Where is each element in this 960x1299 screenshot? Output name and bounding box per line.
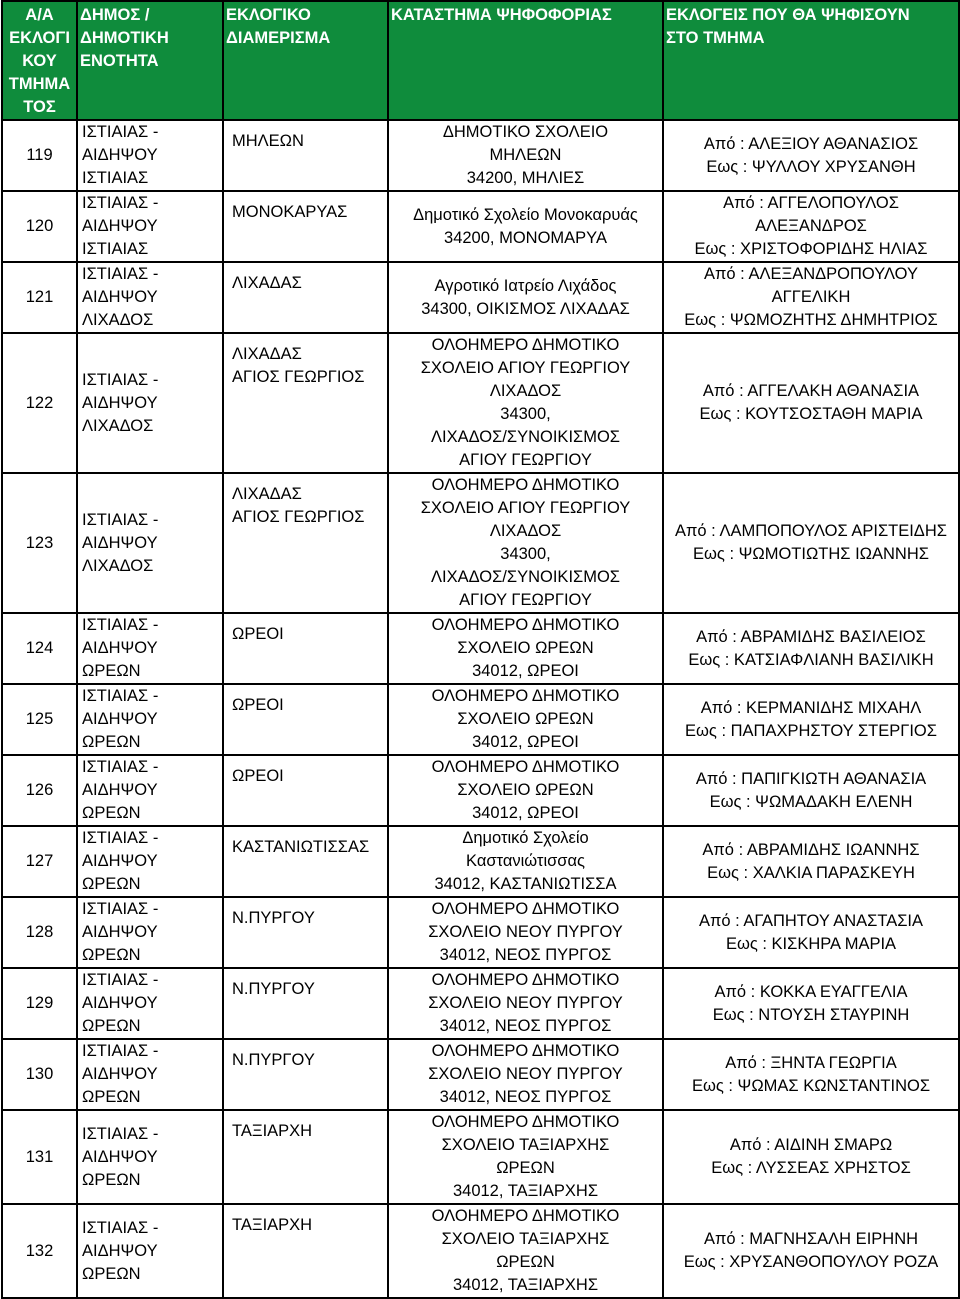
cell-line: Εως : ΧΡΙΣΤΟΦΟΡΙΔΗΣ ΗΛΙΑΣ [694, 240, 928, 258]
cell-line: ΙΣΤΙΑΙΑΣ - [82, 687, 159, 705]
cell-polling-station [388, 968, 663, 1039]
cell-polling-station [388, 1039, 663, 1110]
cell-line: ΛΙΧΑΔΟΣ/ΣΥΝΟΙΚΙΣΜΟΣ [430, 568, 621, 586]
cell-serial-number: 127 [2, 826, 77, 897]
cell-polling-station [388, 191, 663, 262]
cell-voters [663, 1204, 959, 1298]
cell-line: ΑΓΙΟΥ ΓΕΩΡΓΙΟΥ [459, 591, 592, 609]
table-row [2, 968, 959, 1039]
header-line: ΔΗΜΟΣ / [80, 6, 150, 24]
table-row [2, 191, 959, 262]
cell-line: ΙΣΤΙΑΙΑΣ - [82, 900, 159, 918]
cell-electoral-district [223, 613, 388, 684]
cell-line: ΩΡΕΩΝ [82, 1264, 141, 1283]
cell-line: 34300, ΟΙΚΙΣΜΟΣ ΛΙΧΑΔΑΣ [421, 299, 630, 318]
cell-electoral-district [223, 120, 388, 191]
header-line: ΤΜΗΜΑ [8, 75, 71, 93]
header-voters [663, 1, 959, 120]
cell-voters [663, 968, 959, 1039]
cell-line: ΟΛΟΗΜΕΡΟ ΔΗΜΟΤΙΚΟ [431, 1042, 620, 1060]
cell-voters [663, 826, 959, 897]
cell-line: ΑΙΔΗΨΟΥ [82, 1147, 158, 1166]
cell-line: ΣΧΟΛΕΙΟ ΤΑΞΙΑΡΧΗΣ [441, 1230, 610, 1248]
cell-line: ΜΗΛΕΩΝ [232, 132, 304, 150]
cell-line: ΜΟΝΟΚΑΡΥΑΣ [232, 203, 348, 221]
cell-electoral-district [223, 968, 388, 1039]
cell-polling-station [388, 613, 663, 684]
cell-line: ΑΙΔΗΨΟΥ [82, 1065, 158, 1083]
cell-voters [663, 120, 959, 191]
header-line: ΔΙΑΜΕΡΙΣΜΑ [226, 29, 331, 47]
table-row [2, 897, 959, 968]
cell-serial-number: 122 [2, 333, 77, 473]
cell-line: 34012, ΩΡΕΟΙ [472, 733, 579, 751]
header-line: ΣΤΟ ΤΜΗΜΑ [666, 29, 765, 47]
cell-line: Από : ΚΟΚΚΑ ΕΥΑΓΓΕΛΙΑ [714, 982, 908, 1001]
cell-line: ΩΡΕΩΝ [82, 875, 141, 893]
cell-municipality [77, 262, 223, 333]
cell-line: ΩΡΕΩΝ [82, 1088, 141, 1106]
cell-line: ΛΙΧΑΔΟΣ [82, 556, 154, 575]
cell-line: ΛΙΧΑΔΟΣ [82, 416, 154, 435]
cell-line: ΩΡΕΩΝ [82, 946, 141, 964]
cell-line: Από : ΑΓΑΠΗΤΟΥ ΑΝΑΣΤΑΣΙΑ [698, 911, 924, 930]
cell-voters [663, 262, 959, 333]
cell-electoral-district [223, 755, 388, 826]
cell-line: Ν.ΠΥΡΓΟΥ [232, 1051, 315, 1069]
cell-line: ΑΛΕΞΑΝΔΡΟΣ [755, 217, 867, 235]
cell-line: ΙΣΤΙΑΙΑΣ - [82, 1124, 159, 1143]
cell-line: ΑΓΙΟΣ ΓΕΩΡΓΙΟΣ [232, 508, 365, 526]
cell-electoral-district [223, 262, 388, 333]
cell-line: ΟΛΟΗΜΕΡΟ ΔΗΜΟΤΙΚΟ [431, 1207, 620, 1225]
cell-polling-station [388, 473, 663, 613]
cell-line: ΤΑΞΙΑΡΧΗ [232, 1216, 313, 1234]
cell-line: ΟΛΟΗΜΕΡΟ ΔΗΜΟΤΙΚΟ [431, 336, 620, 354]
cell-line: ΙΣΤΙΑΙΑΣ - [82, 123, 159, 141]
cell-serial-number: 128 [2, 897, 77, 968]
cell-line: ΑΙΔΗΨΟΥ [82, 639, 158, 657]
cell-line: 34200, ΜΗΛΙΕΣ [466, 169, 585, 187]
cell-line: Εως : ΨΩΜΑΣ ΚΩΝΣΤΑΝΤΙΝΟΣ [691, 1076, 931, 1095]
cell-polling-station [388, 755, 663, 826]
cell-line: Από : ΑΛΕΞΙΟΥ ΑΘΑΝΑΣΙΟΣ [703, 134, 919, 153]
cell-line: ΑΙΔΗΨΟΥ [82, 781, 158, 799]
cell-line: ΤΑΞΙΑΡΧΗ [232, 1122, 313, 1140]
cell-electoral-district [223, 191, 388, 262]
cell-electoral-district [223, 1110, 388, 1204]
cell-voters [663, 613, 959, 684]
cell-line: ΙΣΤΙΑΙΑΣ - [82, 370, 159, 389]
cell-municipality [77, 613, 223, 684]
cell-line: ΩΡΕΩΝ [496, 1253, 555, 1271]
cell-serial-number: 129 [2, 968, 77, 1039]
cell-line: ΛΙΧΑΔΑΣ [232, 485, 302, 503]
cell-serial-number: 131 [2, 1110, 77, 1204]
cell-serial-number: 121 [2, 262, 77, 333]
cell-line: ΙΣΤΙΑΙΑΣ - [82, 829, 159, 847]
cell-line: ΣΧΟΛΕΙΟ ΑΓΙΟΥ ΓΕΩΡΓΙΟΥ [420, 359, 631, 377]
cell-line: 34012, ΩΡΕΟΙ [472, 662, 579, 680]
cell-serial-number: 130 [2, 1039, 77, 1110]
cell-electoral-district [223, 473, 388, 613]
cell-line: Από : ΚΕΡΜΑΝΙΔΗΣ ΜΙΧΑΗΛ [700, 698, 922, 717]
table-row [2, 684, 959, 755]
cell-line: ΑΙΔΗΨΟΥ [82, 288, 158, 306]
cell-line: ΑΙΔΗΨΟΥ [82, 533, 158, 552]
cell-line: ΩΡΕΩΝ [82, 804, 141, 822]
cell-line: ΙΣΤΙΑΙΑΣ [82, 240, 149, 258]
cell-municipality [77, 473, 223, 613]
cell-line: 34012, ΩΡΕΟΙ [472, 804, 579, 822]
cell-line: ΙΣΤΙΑΙΑΣ - [82, 194, 159, 212]
cell-municipality [77, 120, 223, 191]
header-serial-number [2, 1, 77, 120]
cell-polling-station [388, 1204, 663, 1298]
cell-line: 34012, ΤΑΞΙΑΡΧΗΣ [452, 1182, 599, 1200]
cell-line: 34300, [500, 405, 551, 423]
cell-line: 34012, ΚΑΣΤΑΝΙΩΤΙΣΣΑ [434, 875, 617, 893]
cell-line: Δημοτικό Σχολείο Μονοκαρυάς [413, 205, 638, 224]
table-body [2, 120, 959, 1298]
cell-voters [663, 1110, 959, 1204]
cell-electoral-district [223, 333, 388, 473]
cell-serial-number: 120 [2, 191, 77, 262]
cell-line: ΛΙΧΑΔΟΣ [489, 382, 562, 400]
cell-line: Εως : ΚΑΤΣΙΑΦΛΙΑΝΗ ΒΑΣΙΛΙΚΗ [688, 650, 934, 669]
cell-line: 34300, [500, 545, 551, 563]
cell-line: 34012, ΝΕΟΣ ΠΥΡΓΟΣ [439, 1017, 612, 1035]
table-row [2, 1204, 959, 1298]
cell-line: ΩΡΕΟΙ [232, 767, 284, 785]
cell-line: ΑΙΔΗΨΟΥ [82, 852, 158, 870]
cell-electoral-district [223, 1204, 388, 1298]
cell-line: Από : ΑΙΔΙΝΗ ΣΜΑΡΩ [729, 1136, 893, 1154]
cell-municipality [77, 1204, 223, 1298]
cell-line: 34200, ΜΟΝΟΜΑΡΥΑ [444, 228, 607, 247]
cell-municipality [77, 333, 223, 473]
cell-line: Εως : ΝΤΟΥΣΗ ΣΤΑΥΡΙΝΗ [712, 1005, 910, 1024]
table-row [2, 473, 959, 613]
table-row [2, 1039, 959, 1110]
table-row [2, 333, 959, 473]
cell-line: ΩΡΕΟΙ [232, 696, 284, 714]
cell-line: ΩΡΕΟΙ [232, 625, 284, 643]
cell-line: ΣΧΟΛΕΙΟ ΝΕΟΥ ΠΥΡΓΟΥ [428, 994, 623, 1012]
cell-line: ΟΛΟΗΜΕΡΟ ΔΗΜΟΤΙΚΟ [431, 616, 620, 634]
cell-line: ΑΙΔΗΨΟΥ [82, 710, 158, 728]
cell-line: 34012, ΝΕΟΣ ΠΥΡΓΟΣ [439, 946, 612, 964]
cell-line: Από : ΑΓΓΕΛΑΚΗ ΑΘΑΝΑΣΙΑ [702, 382, 920, 400]
cell-line: ΙΣΤΙΑΙΑΣ - [82, 971, 159, 989]
cell-line: Εως : ΠΑΠΑΧΡΗΣΤΟΥ ΣΤΕΡΓΙΟΣ [685, 721, 937, 740]
cell-polling-station [388, 826, 663, 897]
cell-line: ΑΓΙΟΣ ΓΕΩΡΓΙΟΣ [232, 368, 365, 386]
cell-line: ΚΑΣΤΑΝΙΩΤΙΣΣΑΣ [232, 838, 370, 856]
cell-polling-station [388, 684, 663, 755]
header-polling-station [388, 1, 663, 120]
cell-line: ΙΣΤΙΑΙΑΣ - [82, 758, 159, 776]
table-row [2, 755, 959, 826]
cell-voters [663, 333, 959, 473]
cell-municipality [77, 897, 223, 968]
cell-polling-station [388, 262, 663, 333]
cell-line: ΣΧΟΛΕΙΟ ΩΡΕΩΝ [457, 781, 594, 799]
cell-line: Από : ΑΓΓΕΛΟΠΟΥΛΟΣ [723, 194, 899, 212]
cell-line: ΑΙΔΗΨΟΥ [82, 146, 158, 164]
cell-line: Δημοτικό Σχολείο [462, 829, 589, 847]
header-line: ΕΚΛΟΓΙ [9, 29, 70, 47]
cell-polling-station [388, 120, 663, 191]
cell-serial-number: 126 [2, 755, 77, 826]
cell-line: Εως : ΧΑΛΚΙΑ ΠΑΡΑΣΚΕΥΗ [707, 863, 915, 882]
cell-line: Αγροτικό Ιατρείο Λιχάδος [434, 276, 617, 295]
cell-line: ΟΛΟΗΜΕΡΟ ΔΗΜΟΤΙΚΟ [431, 1113, 620, 1131]
cell-line: ΑΓΙΟΥ ΓΕΩΡΓΙΟΥ [459, 451, 592, 469]
table-row [2, 262, 959, 333]
cell-serial-number: 124 [2, 613, 77, 684]
cell-line: Από : ΞΗΝΤΑ ΓΕΩΡΓΙΑ [725, 1053, 897, 1072]
cell-polling-station [388, 1110, 663, 1204]
header-line: Α/Α [25, 6, 54, 24]
cell-serial-number: 119 [2, 120, 77, 191]
cell-line: Από : ΑΒΡΑΜΙΔΗΣ ΒΑΣΙΛΕΙΟΣ [696, 627, 926, 646]
cell-line: ΟΛΟΗΜΕΡΟ ΔΗΜΟΤΙΚΟ [431, 758, 620, 776]
cell-line: ΣΧΟΛΕΙΟ ΩΡΕΩΝ [457, 639, 594, 657]
cell-municipality [77, 755, 223, 826]
header-line: ΔΗΜΟΤΙΚΗ [80, 29, 169, 47]
cell-voters [663, 191, 959, 262]
header-line: ΕΚΛΟΓΕΙΣ ΠΟΥ ΘΑ ΨΗΦΙΣΟΥΝ [666, 6, 910, 24]
table-row [2, 613, 959, 684]
header-line: ΚΑΤΑΣΤΗΜΑ ΨΗΦΟΦΟΡΙΑΣ [391, 6, 612, 24]
cell-line: ΙΣΤΙΑΙΑΣ - [82, 265, 159, 283]
cell-line: ΩΡΕΩΝ [82, 1017, 141, 1035]
header-line: ΕΚΛΟΓΙΚΟ [226, 6, 311, 24]
cell-line: Από : ΛΑΜΠΟΠΟΥΛΟΣ ΑΡΙΣΤΕΙΔΗΣ [675, 522, 947, 540]
cell-serial-number: 123 [2, 473, 77, 613]
cell-line: Ν.ΠΥΡΓΟΥ [232, 909, 315, 927]
cell-line: ΑΓΓΕΛΙΚΗ [771, 288, 851, 306]
header-electoral-district [223, 1, 388, 120]
cell-line: Εως : ΨΩΜΟΖΗΤΗΣ ΔΗΜΗΤΡΙΟΣ [684, 311, 938, 329]
cell-line: ΑΙΔΗΨΟΥ [82, 217, 158, 235]
cell-voters [663, 897, 959, 968]
cell-line: Από : ΜΑΓΝΗΣΑΛΗ ΕΙΡΗΝΗ [703, 1230, 919, 1248]
cell-electoral-district [223, 826, 388, 897]
cell-line: Εως : ΨΩΜΟΤΙΩΤΗΣ ΙΩΑΝΝΗΣ [693, 545, 929, 563]
cell-line: Εως : ΨΥΛΛΟΥ ΧΡΥΣΑΝΘΗ [706, 157, 916, 176]
cell-line: Εως : ΧΡΥΣΑΝΘΟΠΟΥΛΟΥ ΡΟΖΑ [683, 1253, 939, 1271]
cell-line: ΑΙΔΗΨΟΥ [82, 393, 158, 412]
cell-line: Καστανιώτισσας [466, 852, 585, 870]
cell-line: ΛΙΧΑΔΟΣ [82, 311, 154, 329]
cell-line: ΑΙΔΗΨΟΥ [82, 1241, 158, 1260]
cell-line: Εως : ΚΙΣΚΗΡΑ ΜΑΡΙΑ [725, 934, 897, 953]
cell-voters [663, 755, 959, 826]
cell-line: ΑΙΔΗΨΟΥ [82, 923, 158, 941]
cell-municipality [77, 1039, 223, 1110]
cell-line: ΑΙΔΗΨΟΥ [82, 994, 158, 1012]
cell-line: ΔΗΜΟΤΙΚΟ ΣΧΟΛΕΙΟ [442, 123, 609, 141]
cell-line: Εως : ΛΥΣΣΕΑΣ ΧΡΗΣΤΟΣ [711, 1159, 911, 1177]
cell-line: ΛΙΧΑΔΑΣ [232, 345, 302, 363]
cell-line: ΙΣΤΙΑΙΑΣ - [82, 510, 159, 529]
cell-line: ΣΧΟΛΕΙΟ ΤΑΞΙΑΡΧΗΣ [441, 1136, 610, 1154]
cell-line: ΣΧΟΛΕΙΟ ΩΡΕΩΝ [457, 710, 594, 728]
header-line: ΚΟΥ [22, 52, 57, 70]
cell-line: ΛΙΧΑΔΟΣ [489, 522, 562, 540]
table-row [2, 1110, 959, 1204]
cell-line: 34012, ΝΕΟΣ ΠΥΡΓΟΣ [439, 1088, 612, 1106]
table-row [2, 120, 959, 191]
cell-municipality [77, 1110, 223, 1204]
cell-voters [663, 1039, 959, 1110]
header-line: ΤΟΣ [23, 98, 56, 116]
cell-line: ΣΧΟΛΕΙΟ ΝΕΟΥ ΠΥΡΓΟΥ [428, 923, 623, 941]
cell-municipality [77, 968, 223, 1039]
header-municipality [77, 1, 223, 120]
cell-line: ΟΛΟΗΜΕΡΟ ΔΗΜΟΤΙΚΟ [431, 476, 620, 494]
cell-line: Εως : ΨΩΜΑΔΑΚΗ ΕΛΕΝΗ [709, 792, 913, 811]
cell-line: Από : ΑΛΕΞΑΝΔΡΟΠΟΥΛΟΥ [704, 265, 918, 283]
cell-line: Από : ΠΑΠΙΓΚΙΩΤΗ ΑΘΑΝΑΣΙΑ [695, 769, 927, 788]
cell-municipality [77, 191, 223, 262]
cell-municipality [77, 826, 223, 897]
cell-polling-station [388, 333, 663, 473]
cell-line: ΟΛΟΗΜΕΡΟ ΔΗΜΟΤΙΚΟ [431, 900, 620, 918]
cell-line: ΟΛΟΗΜΕΡΟ ΔΗΜΟΤΙΚΟ [431, 687, 620, 705]
cell-line: ΣΧΟΛΕΙΟ ΝΕΟΥ ΠΥΡΓΟΥ [428, 1065, 623, 1083]
cell-line: ΙΣΤΙΑΙΑΣ - [82, 1042, 159, 1060]
cell-line: 34012, ΤΑΞΙΑΡΧΗΣ [452, 1276, 599, 1294]
cell-line: Εως : ΚΟΥΤΣΟΣΤΑΘΗ ΜΑΡΙΑ [699, 405, 923, 423]
cell-line: Από : ΑΒΡΑΜΙΔΗΣ ΙΩΑΝΝΗΣ [702, 840, 920, 859]
table-header-row [2, 1, 959, 120]
cell-electoral-district [223, 1039, 388, 1110]
cell-line: ΩΡΕΩΝ [496, 1159, 555, 1177]
cell-line: ΩΡΕΩΝ [82, 733, 141, 751]
polling-stations-table [1, 0, 960, 1299]
cell-polling-station [388, 897, 663, 968]
cell-voters [663, 684, 959, 755]
header-line: ΕΝΟΤΗΤΑ [80, 52, 159, 70]
cell-line: ΛΙΧΑΔΟΣ/ΣΥΝΟΙΚΙΣΜΟΣ [430, 428, 621, 446]
cell-line: ΜΗΛΕΩΝ [489, 146, 562, 164]
cell-serial-number: 125 [2, 684, 77, 755]
cell-line: Ν.ΠΥΡΓΟΥ [232, 980, 315, 998]
cell-line: ΙΣΤΙΑΙΑΣ - [82, 616, 159, 634]
cell-line: ΩΡΕΩΝ [82, 662, 141, 680]
cell-line: ΙΣΤΙΑΙΑΣ - [82, 1218, 159, 1237]
cell-line: ΙΣΤΙΑΙΑΣ [82, 169, 149, 187]
cell-serial-number: 132 [2, 1204, 77, 1298]
cell-electoral-district [223, 684, 388, 755]
cell-electoral-district [223, 897, 388, 968]
table-row [2, 826, 959, 897]
cell-municipality [77, 684, 223, 755]
cell-line: ΩΡΕΩΝ [82, 1170, 141, 1189]
cell-voters [663, 473, 959, 613]
cell-line: ΣΧΟΛΕΙΟ ΑΓΙΟΥ ΓΕΩΡΓΙΟΥ [420, 499, 631, 517]
cell-line: ΟΛΟΗΜΕΡΟ ΔΗΜΟΤΙΚΟ [431, 971, 620, 989]
cell-line: ΛΙΧΑΔΑΣ [232, 274, 302, 292]
